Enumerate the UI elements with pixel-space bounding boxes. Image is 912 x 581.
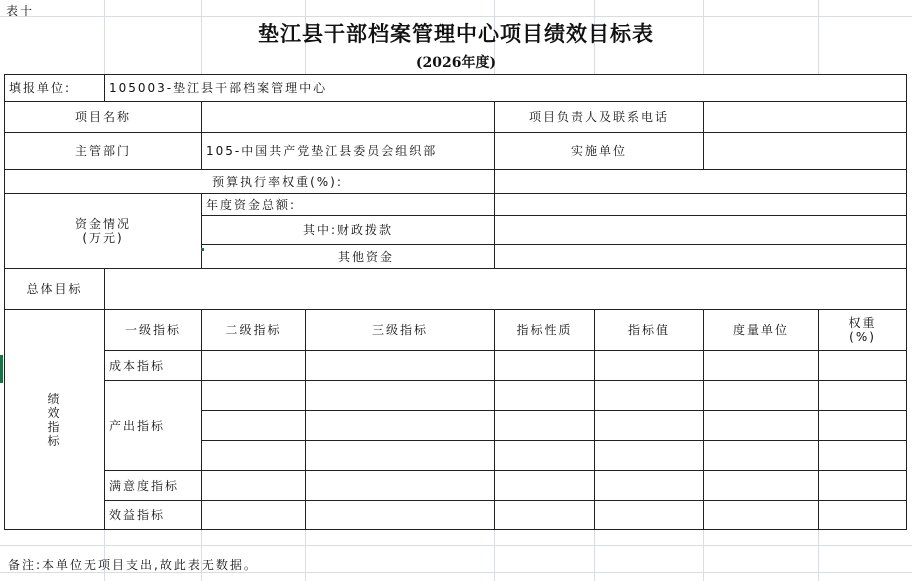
cell[interactable] (495, 351, 595, 381)
filing-unit-row (5, 75, 907, 102)
cell[interactable] (704, 381, 819, 411)
dept-label: 主管部门 (5, 133, 202, 170)
budget-rate-row (5, 170, 907, 194)
cell[interactable] (704, 501, 819, 530)
indicator-row-output-1 (5, 381, 907, 411)
indicator-row-benefit (5, 501, 907, 530)
other-funds-label: 其他资金 (202, 245, 495, 269)
cell[interactable] (306, 471, 495, 501)
cell[interactable] (202, 381, 306, 411)
cell[interactable] (306, 411, 495, 441)
header-level1: 一级指标 (105, 310, 202, 351)
budget-rate-cell[interactable] (495, 170, 907, 194)
cell[interactable] (819, 501, 907, 530)
cell[interactable] (306, 381, 495, 411)
cell[interactable] (704, 471, 819, 501)
header-value: 指标值 (595, 310, 704, 351)
cell[interactable] (202, 501, 306, 530)
cell[interactable] (819, 411, 907, 441)
performance-target-table (4, 74, 907, 530)
header-nature: 指标性质 (495, 310, 595, 351)
annual-total-row (5, 194, 907, 216)
cell[interactable] (704, 411, 819, 441)
overall-goal-row (5, 269, 907, 310)
header-level3: 三级指标 (306, 310, 495, 351)
performance-indicator-label: 绩 效 指 标 (5, 310, 105, 530)
header-unit: 度量单位 (704, 310, 819, 351)
cell[interactable] (819, 381, 907, 411)
cell[interactable] (595, 381, 704, 411)
header-level2: 二级指标 (202, 310, 306, 351)
cell[interactable] (819, 351, 907, 381)
cell[interactable] (819, 441, 907, 471)
cell[interactable] (202, 411, 306, 441)
budget-rate-label: 预算执行率权重(%): (5, 170, 495, 194)
project-name-row (5, 102, 907, 133)
footer-note: 备注:本单位无项目支出,故此表无数据。 (8, 558, 258, 572)
cell[interactable] (306, 351, 495, 381)
dept-row (5, 133, 907, 170)
other-funds-cell[interactable] (495, 245, 907, 269)
cell[interactable] (495, 441, 595, 471)
cell[interactable] (202, 351, 306, 381)
cell[interactable] (306, 501, 495, 530)
page-title: 垫江县干部档案管理中心项目绩效目标表 (258, 21, 654, 46)
fill-handle-marker (201, 248, 204, 251)
cell[interactable] (495, 471, 595, 501)
indicator-header-row (5, 310, 907, 351)
cell[interactable] (819, 471, 907, 501)
project-name-label: 项目名称 (5, 102, 202, 133)
header-weight: 权重 (%) (819, 310, 907, 351)
indicator-row-satisfaction (5, 471, 907, 501)
cell[interactable] (495, 381, 595, 411)
overall-goal-label: 总体目标 (5, 269, 105, 310)
cell[interactable] (202, 441, 306, 471)
level1-satisfaction: 满意度指标 (105, 471, 202, 501)
level1-output: 产出指标 (105, 381, 202, 471)
level1-cost: 成本指标 (105, 351, 202, 381)
impl-unit-label: 实施单位 (495, 133, 704, 170)
overall-goal-cell[interactable] (105, 269, 907, 310)
project-leader-label: 项目负责人及联系电话 (495, 102, 704, 133)
cell[interactable] (495, 501, 595, 530)
cell[interactable] (595, 441, 704, 471)
fiscal-cell[interactable] (495, 216, 907, 245)
cell[interactable] (704, 351, 819, 381)
project-leader-cell[interactable] (704, 102, 907, 133)
row-selection-marker (0, 355, 3, 383)
filing-unit-label: 填报单位: (5, 75, 105, 102)
cell[interactable] (595, 501, 704, 530)
cell[interactable] (495, 411, 595, 441)
filing-unit-value[interactable]: 105003-垫江县干部档案管理中心 (105, 75, 907, 102)
indicator-row-cost (5, 351, 907, 381)
annual-total-cell[interactable] (495, 194, 907, 216)
page-subtitle-year: (2026年度) (415, 55, 497, 71)
table-number-tag: 表十 (6, 4, 35, 18)
cell[interactable] (595, 471, 704, 501)
dept-value[interactable]: 105-中国共产党垫江县委员会组织部 (202, 133, 495, 170)
cell[interactable] (306, 441, 495, 471)
fiscal-label: 其中:财政拨款 (202, 216, 495, 245)
cell[interactable] (595, 351, 704, 381)
level1-benefit: 效益指标 (105, 501, 202, 530)
cell[interactable] (202, 471, 306, 501)
annual-total-label: 年度资金总额: (202, 194, 495, 216)
funds-label: 资金情况 (万元) (5, 194, 202, 269)
project-name-cell[interactable] (202, 102, 495, 133)
impl-unit-cell[interactable] (704, 133, 907, 170)
cell[interactable] (595, 411, 704, 441)
cell[interactable] (704, 441, 819, 471)
